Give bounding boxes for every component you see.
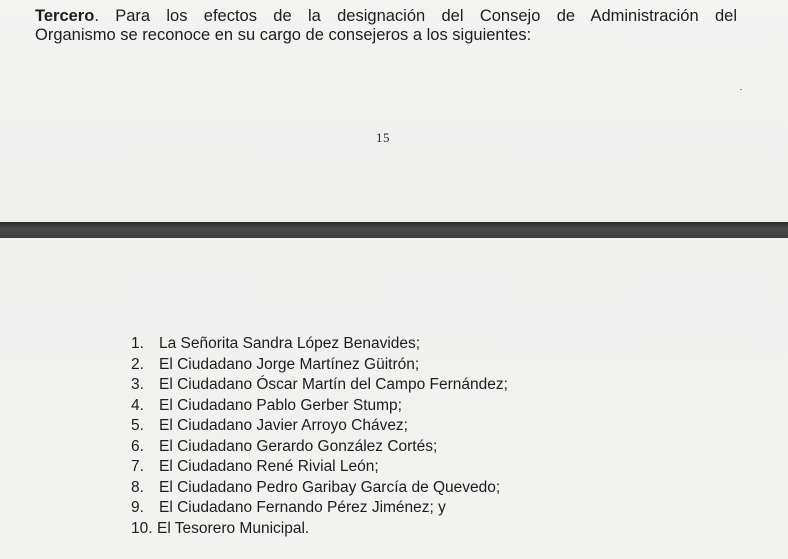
list-item-number: 2. (131, 355, 144, 373)
list-item-number: 3. (131, 376, 144, 393)
list-item-number: 7. (131, 458, 144, 475)
list-item (131, 396, 508, 417)
paragraph-line-2: Organismo se reconoce en su cargo de consejeros a los siguientes: (35, 26, 532, 44)
list-item-number: 10. (131, 519, 153, 537)
paragraph-heading-bold: Tercero (35, 7, 95, 25)
list-item-text: El Ciudadano Pedro Garibay García de Quevedo; (159, 478, 501, 496)
paragraph-line-1-text: . Para los efectos de la designación del Consejo de Administración del (94, 7, 737, 25)
council-members-list (131, 334, 508, 539)
list-item-number: 4. (131, 396, 144, 414)
list-item (131, 498, 508, 519)
list-item-number: 1. (131, 335, 144, 352)
list-item (131, 375, 508, 396)
list-item-text: El Ciudadano Javier Arroyo Chávez; (159, 417, 408, 434)
list-item-text: El Tesorero Municipal. (157, 519, 310, 537)
paragraph-line-1 (35, 7, 737, 26)
list-item-text: El Ciudadano Jorge Martínez Güitrón; (159, 355, 420, 373)
list-item-text: El Ciudadano René Rivial León; (159, 458, 379, 475)
list-item-text: La Señorita Sandra López Benavides; (159, 335, 421, 352)
list-item (131, 478, 508, 499)
list-item (131, 457, 508, 478)
list-item-text: El Ciudadano Óscar Martín del Campo Fernández; (159, 376, 508, 393)
list-item-number: 6. (131, 437, 144, 455)
list-item (131, 437, 508, 458)
page-separator (0, 222, 788, 238)
list-item-text: El Ciudadano Pablo Gerber Stump; (159, 396, 402, 414)
paragraph-tercero (35, 7, 737, 45)
list-item-number: 8. (131, 478, 144, 496)
list-item (131, 416, 508, 437)
list-item-number: 9. (131, 499, 144, 516)
list-item-text: El Ciudadano Fernando Pérez Jiménez; y (159, 499, 446, 516)
list-item (131, 334, 508, 355)
list-item (131, 355, 508, 376)
list-item-number: 5. (131, 417, 144, 434)
page-number: 15 (376, 130, 390, 145)
document-page-bottom (0, 238, 788, 559)
document-page-top (0, 0, 788, 222)
list-item-text: El Ciudadano Gerardo González Cortés; (159, 437, 438, 455)
list-item (131, 519, 508, 540)
scan-speck (740, 89, 742, 90)
